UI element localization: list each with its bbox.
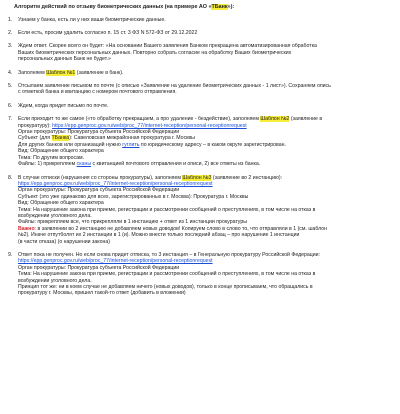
text-segment: Тема: По другим вопросам. <box>18 154 85 161</box>
link[interactable]: https://epp.genproc.gov.ru/web/proc_77/internet-reception/personal-receptionrequest <box>18 180 213 187</box>
step-line <box>18 239 394 245</box>
text-segment: Орган прокуратуры: Прокуратура субъекта Российской Федерации <box>18 129 180 136</box>
text-segment: Принцип тот же: ни в коем случае не добавляем ничего (новых доводов), только в конце прописываем, что обращались в <box>18 284 313 290</box>
text-segment: (заявление во 2 инстанцию): <box>211 174 283 181</box>
step-body <box>18 43 394 62</box>
step-item <box>8 175 394 245</box>
link[interactable]: сканы <box>76 161 92 168</box>
step-body <box>18 252 394 297</box>
text-segment: Если есть, просим удалить согласно п. 15 ст. 3 ФЗ N 572-ФЗ от 29.12.2022 <box>18 30 198 36</box>
step-body <box>18 116 394 167</box>
step-line <box>18 56 394 62</box>
step-line <box>18 17 394 23</box>
step-number: 4. <box>8 69 13 76</box>
text-segment: Тема: На нарушение закона при приеме, регистрации и рассмотрении сообщений о преступлениях, в том числе на отказ в <box>18 206 316 213</box>
step-item <box>8 83 394 96</box>
document-title <box>14 4 394 11</box>
text-segment: Если приходит то же самое («то обработку прекращаем, а про удаление - бездействие), заполняем <box>18 116 261 123</box>
text-segment: Субъект (это уже одинаково для всех, зарегистрированных в г. Москва): Прокуратура г. Москвы <box>18 193 249 200</box>
step-number: 7. <box>8 116 13 123</box>
highlighted-text: ТБанка <box>51 135 70 142</box>
step-number: 5. <box>8 83 13 90</box>
steps-list <box>8 17 394 297</box>
text-segment: ): Савеловская межрайонная прокуратура г. Москвы <box>69 135 195 142</box>
text-segment: по юридическому адресу – в каком округе зарегистрирован. <box>139 141 286 148</box>
text-segment: Ждем ответ. Скорее всего он будет: «На основании Вашего заявления Банком прекращена автоматизированная обработка <box>18 43 317 50</box>
text-segment: Ответ пока не получен. Но если снова придет отписка, то 3 инстанция – в Генеральную прокуратуру Российской Федерации: <box>18 251 321 258</box>
step-number: 3. <box>8 43 13 50</box>
step-body <box>18 70 394 76</box>
link[interactable]: https://epp.genproc.gov.ru/web/proc_77/internet-reception/personal-receptionrequest <box>18 258 213 265</box>
step-item <box>8 252 394 297</box>
step-line <box>18 290 394 296</box>
text-segment: прокуратуру г. Москвы, пришел такой-то ответ (добавить в вложении) <box>18 290 186 297</box>
text-segment: (заявление в <box>289 116 323 123</box>
text-segment: прокуратуру): <box>18 122 53 129</box>
text-segment: с отметкой банка и квитанцию с номером почтового отправления. <box>18 89 177 96</box>
text-segment: Узнаем у банка, есть ли у них ваши биометрические данные. <box>18 16 166 23</box>
text-segment: персональных данных Банк не будет.» <box>18 56 111 63</box>
text-segment: Субъект (для <box>18 135 52 142</box>
highlighted-text: Шаблон №1 <box>46 69 76 76</box>
text-segment: Ждем, когда придет письмо по почте. <box>18 102 109 109</box>
step-line <box>18 70 394 76</box>
text-segment: Заполняем <box>18 69 47 76</box>
step-line <box>18 89 394 95</box>
important-label: Важно <box>18 225 35 232</box>
text-segment: В случае отписки (нарушения со стороны прокуратуры), заполняем <box>18 174 183 181</box>
step-body <box>18 17 394 23</box>
step-body <box>18 175 394 245</box>
step-number: 9. <box>8 251 13 258</box>
step-body <box>18 83 394 96</box>
text-segment: : в заявлении во 2 инстанцию не добавляем новых доводов! Копируем слово в слово то, что отправляли в 1 (см. шаблон <box>34 225 327 232</box>
text-segment: Вид: Обращение общего характера <box>18 148 104 155</box>
text-segment: Орган прокуратуры: Прокуратура субъекта Российской Федерации <box>18 187 180 194</box>
title-suffix: »): <box>227 4 235 10</box>
step-body <box>18 103 394 109</box>
highlighted-text: Шаблон №3 <box>182 174 212 181</box>
text-segment: Ваших биометрических персональных данных. Повторно собрать согласие на обработку Ваших биометрических <box>18 49 292 56</box>
text-segment: Для других банков или организаций нужно <box>18 141 123 148</box>
step-number: 1. <box>8 16 13 23</box>
step-item <box>8 30 394 36</box>
text-segment: Орган прокуратуры: Прокуратура субъекта Российской Федерации <box>18 264 180 271</box>
text-segment: Вид: Обращение общего характера <box>18 200 104 207</box>
text-segment: возбуждении уголовного дела. <box>18 277 92 284</box>
link[interactable]: гуглить <box>122 141 140 148</box>
text-segment: (заявление в банк). <box>75 69 124 76</box>
text-segment: Тема: На нарушение закона при приеме, регистрации и рассмотрении сообщений о преступлениях, в том числе на отказ в <box>18 271 316 278</box>
text-segment: с квитанцией почтового отправления и описи, 2) все ответы из банка. <box>91 161 261 168</box>
step-number: 6. <box>8 102 13 109</box>
step-line <box>18 30 394 36</box>
step-item <box>8 70 394 76</box>
step-line <box>18 161 394 167</box>
link[interactable]: https://epp.genproc.gov.ru/web/proc_77/internet-reception/personal-receptionrequest <box>52 122 247 129</box>
text-segment: Отсылаем заявление письмом по почте (с описью «Заявление на удаление биометрических данных - 1 лист»). Сохраняем опись <box>18 83 331 90</box>
text-segment: (в части отказа) (о нарушении закона) <box>18 238 110 245</box>
title-prefix: Алгоритм действий по отзыву биометрических данных (на примере АО « <box>14 4 212 10</box>
step-line <box>18 103 394 109</box>
highlighted-text: Шаблон №2 <box>260 116 290 123</box>
text-segment: возбуждении уголовного дела. <box>18 212 92 219</box>
step-number: 2. <box>8 30 13 36</box>
step-item <box>8 43 394 62</box>
title-bank-highlight: ТБанк <box>211 4 228 10</box>
text-segment: Файлы: прикрепляем все, что прикрепляли в 1 инстанцию + ответ из 1 инстанции прокуратуры <box>18 219 247 226</box>
step-item <box>8 17 394 23</box>
step-body <box>18 30 394 36</box>
step-number: 8. <box>8 174 13 181</box>
step-item <box>8 116 394 167</box>
text-segment: Файлы: 1) прикрепляем <box>18 161 77 168</box>
step-item <box>8 103 394 109</box>
text-segment: №2). Иначе отпутболят их 2 инстанции в 1 (и). Можно внести только последний абзац – про нарушение 1 инстанции <box>18 232 300 239</box>
